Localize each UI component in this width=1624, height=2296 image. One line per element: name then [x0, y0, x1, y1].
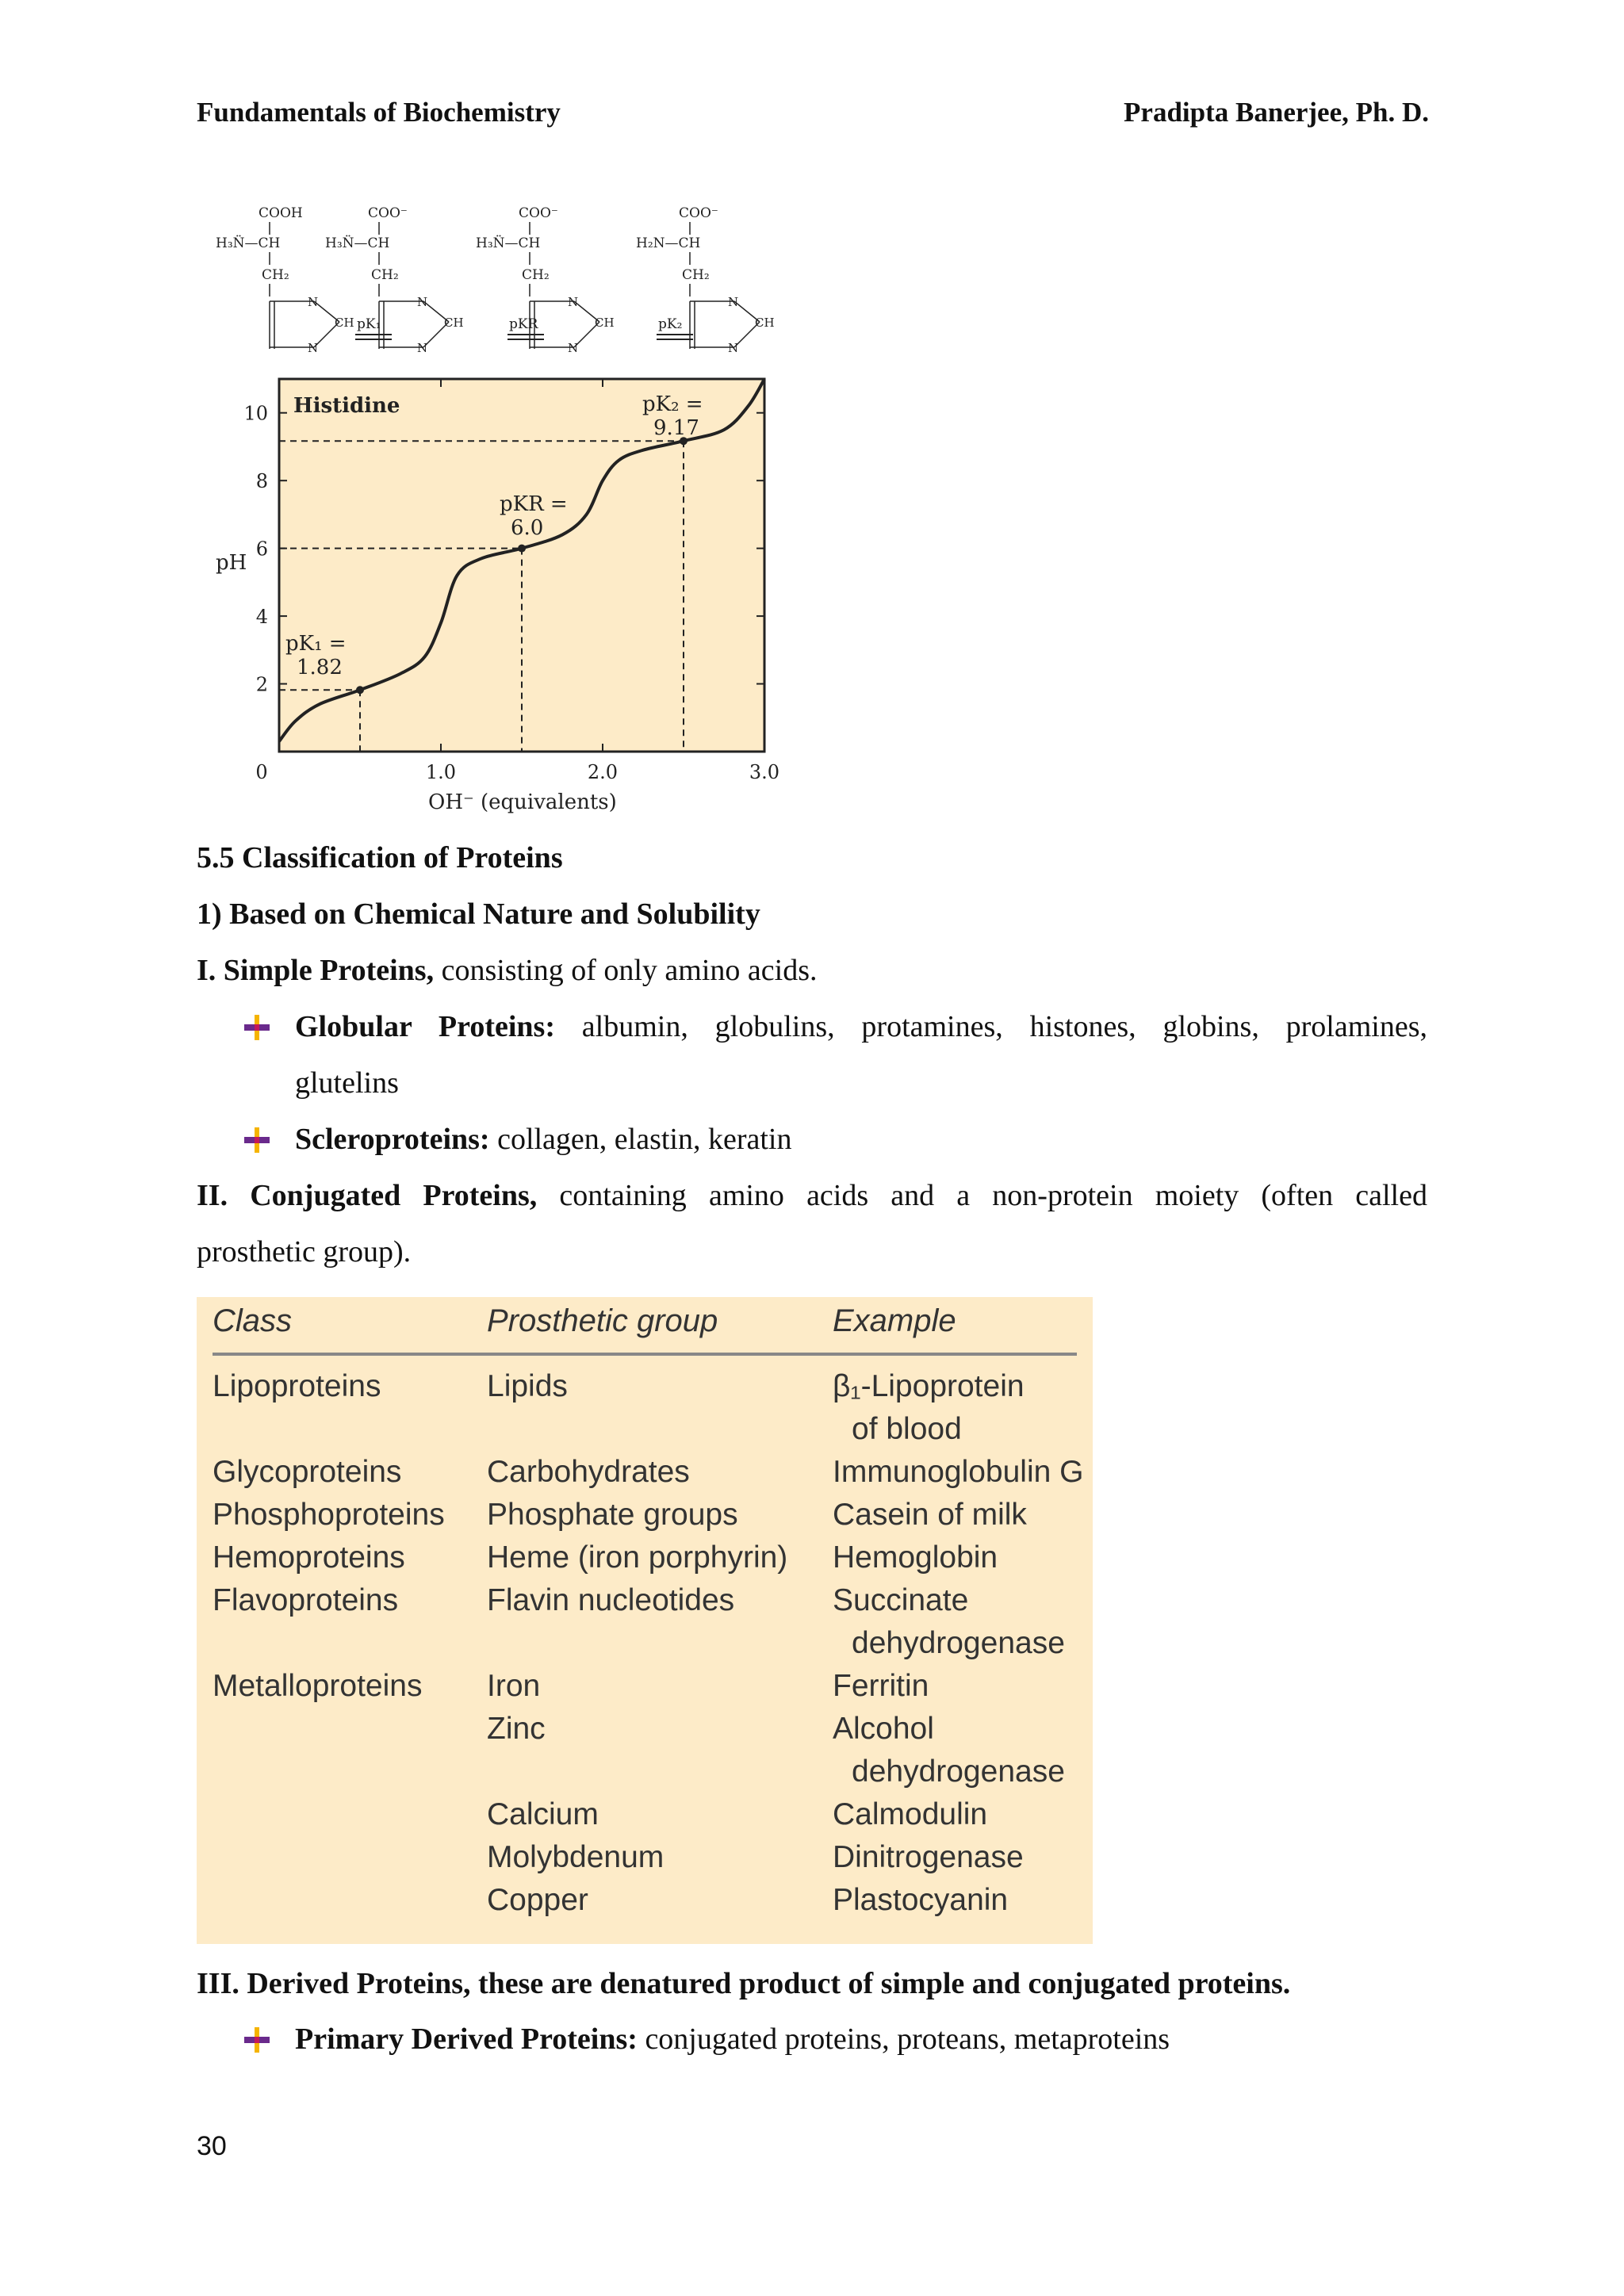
table-cell-class: Metalloproteins — [213, 1669, 423, 1703]
ring-ch-label: CH — [595, 316, 615, 330]
primary-derived-proteins-line — [295, 2011, 1427, 2068]
histidine-ionic-species — [216, 205, 354, 355]
ring-ch-label: CH — [755, 316, 775, 330]
table-cell-example-cont: dehydrogenase — [852, 1626, 1065, 1660]
section-heading: 5.5 Classification of Proteins — [197, 841, 563, 874]
arrow-bullet-icon — [243, 1126, 271, 1154]
table-cell-class: Glycoproteins — [213, 1455, 402, 1489]
equilibrium-label: pKR — [509, 316, 538, 332]
page-number: 30 — [197, 2131, 227, 2161]
titration-figure-svg — [198, 198, 833, 832]
subsection-heading: 1) Based on Chemical Nature and Solubility — [197, 897, 760, 931]
conjugated-proteins-label: II. Conjugated Proteins, — [197, 1179, 538, 1212]
table-cell-example: Ferritin — [833, 1669, 929, 1703]
table-cell-example: Plastocyanin — [833, 1883, 1009, 1917]
y-tick-label: 6 — [255, 538, 268, 561]
simple-proteins-label: I. Simple Proteins, — [197, 954, 435, 987]
ring-n-label: N — [728, 295, 739, 309]
table-cell-prosthetic-group: Zinc — [487, 1712, 546, 1746]
simple-proteins-text: consisting of only amino acids. — [434, 954, 818, 987]
ring-n-label: N — [568, 341, 579, 355]
pk-annotation-label: pKR = — [500, 492, 568, 516]
table-cell-prosthetic-group: Iron — [487, 1669, 541, 1703]
table-header-rule — [213, 1353, 1077, 1356]
table-cell-class: Hemoproteins — [213, 1540, 405, 1575]
conjugated-proteins-table — [197, 1297, 1093, 1944]
equilibrium-label: pK₁ — [357, 316, 381, 332]
ch2-label: CH₂ — [522, 267, 550, 283]
table-cell-prosthetic-group: Lipids — [487, 1369, 568, 1403]
carboxyl-group-label: COO⁻ — [679, 205, 718, 221]
table-cell-example-cont: of blood — [852, 1412, 962, 1446]
table-cell-prosthetic-group: Phosphate groups — [487, 1498, 738, 1532]
globular-proteins-continuation: glutelins — [295, 1066, 399, 1100]
x-tick-label: 3.0 — [749, 761, 780, 783]
table-cell-class: Lipoproteins — [213, 1369, 381, 1403]
carboxyl-group-label: COO⁻ — [368, 205, 408, 221]
histidine-ionic-species — [476, 205, 615, 355]
pk-point — [356, 686, 364, 694]
table-cell-class: Phosphoproteins — [213, 1498, 445, 1532]
running-header-title: Fundamentals of Biochemistry — [197, 97, 561, 128]
conjugated-proteins-text: containing amino acids and a non-protein moiety (often called — [559, 1179, 1427, 1212]
running-header-author: Pradipta Banerjee, Ph. D. — [1124, 97, 1429, 128]
pk-point — [518, 545, 526, 553]
table-cell-prosthetic-group: Flavin nucleotides — [487, 1583, 735, 1617]
table-cell-example: Calmodulin — [833, 1797, 988, 1831]
table-cell-example: Alcohol — [833, 1712, 934, 1746]
ch2-label: CH₂ — [262, 267, 289, 283]
pk-annotation-value: 1.82 — [297, 656, 343, 679]
ring-n-label: N — [568, 295, 579, 309]
x-axis-label: OH⁻ (equivalents) — [428, 790, 617, 814]
scleroproteins-text: collagen, elastin, keratin — [489, 1123, 792, 1156]
globular-proteins-line — [295, 998, 1427, 1055]
table-cell-example-cont: dehydrogenase — [852, 1755, 1065, 1789]
x-tick-label: 0 — [255, 761, 268, 783]
table-cell-prosthetic-group: Heme (iron porphyrin) — [487, 1540, 788, 1575]
ring-n-label: N — [728, 341, 739, 355]
globular-proteins-text: albumin, globulins, protamines, histones, globins, prolamines, — [581, 1010, 1428, 1043]
x-tick-label: 1.0 — [425, 761, 457, 783]
derived-proteins-line: III. Derived Proteins, these are denatured product of simple and conjugated proteins. — [197, 1967, 1291, 2000]
table-cell-prosthetic-group: Carbohydrates — [487, 1455, 690, 1489]
histidine-titration-figure — [198, 198, 833, 832]
arrow-bullet-icon — [243, 1013, 271, 1042]
ch2-label: CH₂ — [682, 267, 710, 283]
ring-n-label: N — [417, 295, 428, 309]
amino-group-label: H₂N—CH — [636, 235, 701, 251]
equilibrium-label: pK₂ — [658, 316, 683, 332]
pk-annotation-label: pK₂ = — [642, 392, 703, 416]
y-tick-label: 2 — [255, 673, 268, 696]
pk-annotation-label: pK₁ = — [285, 632, 347, 656]
y-tick-label: 4 — [255, 606, 268, 629]
primary-derived-proteins-text: conjugated proteins, proteans, metaproteins — [637, 2022, 1170, 2056]
histidine-ionic-species — [325, 205, 464, 355]
table-header-prosthetic-group: Prosthetic group — [487, 1303, 718, 1338]
ring-n-label: N — [308, 341, 319, 355]
chart-title: Histidine — [293, 394, 400, 418]
table-cell-example: Dinitrogenase — [833, 1840, 1024, 1874]
simple-proteins-line — [197, 942, 1427, 999]
ring-ch-label: CH — [335, 316, 354, 330]
y-tick-label: 10 — [243, 402, 268, 425]
table-cell-example: β₁-Lipoprotein — [833, 1369, 1025, 1403]
y-axis-label: pH — [216, 551, 247, 575]
scleroproteins-label: Scleroproteins: — [295, 1123, 490, 1156]
table-cell-example: Casein of milk — [833, 1498, 1027, 1532]
amino-group-label: H₃N̈—CH — [476, 235, 541, 251]
x-tick-label: 2.0 — [587, 761, 619, 783]
table-cell-example: Hemoglobin — [833, 1540, 998, 1575]
ring-n-label: N — [308, 295, 319, 309]
globular-proteins-label: Globular Proteins: — [295, 1010, 555, 1043]
pk-annotation-value: 9.17 — [653, 416, 699, 440]
ch2-label: CH₂ — [371, 267, 399, 283]
histidine-ionic-species — [636, 205, 775, 355]
primary-derived-proteins-label: Primary Derived Proteins: — [295, 2022, 638, 2056]
y-tick-label: 8 — [255, 470, 268, 493]
amino-group-label: H₃N̈—CH — [325, 235, 390, 251]
conjugated-proteins-continuation: prosthetic group). — [197, 1235, 412, 1269]
carboxyl-group-label: COOH — [259, 205, 303, 221]
pk-annotation-value: 6.0 — [511, 516, 544, 540]
conjugated-proteins-line — [197, 1167, 1427, 1224]
ring-ch-label: CH — [444, 316, 464, 330]
arrow-bullet-icon — [243, 2026, 271, 2054]
carboxyl-group-label: COO⁻ — [519, 205, 558, 221]
table-cell-prosthetic-group: Copper — [487, 1883, 588, 1917]
scleroproteins-line — [295, 1111, 1427, 1168]
table-cell-example: Immunoglobulin G — [833, 1455, 1084, 1489]
amino-group-label: H₃N̈—CH — [216, 235, 281, 251]
table-header-class: Class — [213, 1303, 293, 1338]
table-header-example: Example — [833, 1303, 956, 1338]
table-cell-prosthetic-group: Calcium — [487, 1797, 599, 1831]
table-cell-class: Flavoproteins — [213, 1583, 399, 1617]
table-cell-example: Succinate — [833, 1583, 969, 1617]
table-cell-prosthetic-group: Molybdenum — [487, 1840, 665, 1874]
ring-n-label: N — [417, 341, 428, 355]
